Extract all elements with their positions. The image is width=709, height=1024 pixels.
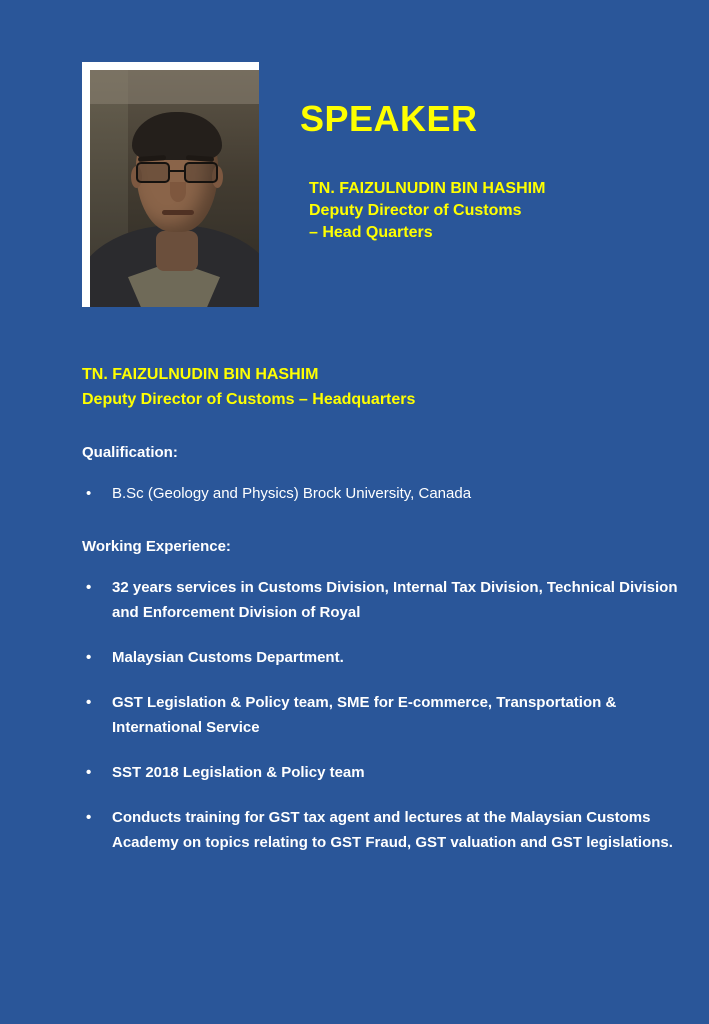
list-item: • Conducts training for GST tax agent and lectures at the Malaysian Customs Academy on topics relating to GST Fraud, GST valuation and GST legislations. xyxy=(82,805,682,855)
list-item: • GST Legislation & Policy team, SME for E-commerce, Transportation & International Service xyxy=(82,690,682,740)
portrait-background-top xyxy=(90,70,259,104)
portrait-lens-right xyxy=(184,162,218,183)
speaker-heading: SPEAKER xyxy=(300,98,478,139)
speaker-photo-frame xyxy=(82,62,259,307)
portrait-lens-left xyxy=(136,162,170,183)
header-section xyxy=(0,0,709,330)
body-section xyxy=(82,362,682,855)
list-item: • 32 years services in Customs Division, Internal Tax Division, Technical Division and Enforcement Division of Royal xyxy=(82,575,682,625)
speaker-position-line-2: – Head Quarters xyxy=(309,224,433,241)
speaker-details xyxy=(309,178,699,244)
list-item: • B.Sc (Geology and Physics) Brock University, Canada xyxy=(82,481,682,506)
portrait-glasses xyxy=(134,162,220,184)
portrait-mouth xyxy=(162,210,194,215)
bio-position: Deputy Director of Customs – Headquarters xyxy=(82,391,416,408)
speaker-photo xyxy=(90,70,259,307)
experience-list xyxy=(82,575,682,855)
portrait-glasses-bridge xyxy=(170,170,184,172)
list-item: • Malaysian Customs Department. xyxy=(82,645,682,670)
speaker-position-line-1: Deputy Director of Customs xyxy=(309,202,522,219)
experience-label: Working Experience: xyxy=(82,538,231,555)
portrait-nose xyxy=(170,182,186,202)
list-item: • SST 2018 Legislation & Policy team xyxy=(82,760,682,785)
speaker-name: TN. FAIZULNUDIN BIN HASHIM xyxy=(309,180,546,197)
bio-name: TN. FAIZULNUDIN BIN HASHIM xyxy=(82,366,319,383)
qualification-list xyxy=(82,481,682,506)
portrait-neck xyxy=(156,231,198,271)
qualification-label: Qualification: xyxy=(82,444,178,461)
